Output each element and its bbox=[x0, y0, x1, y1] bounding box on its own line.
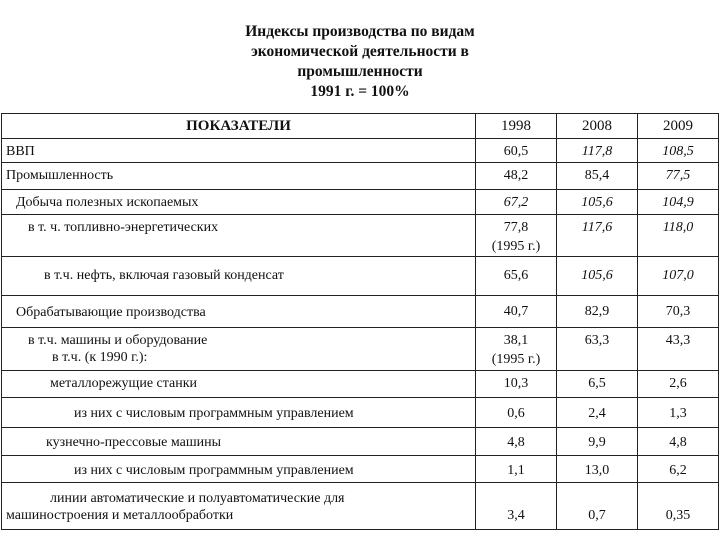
table-row bbox=[2, 371, 719, 398]
cell-value: 6,5 bbox=[557, 371, 638, 398]
row-label: кузнечно-прессовые машины bbox=[2, 428, 476, 456]
table-row bbox=[2, 428, 719, 456]
cell-value: 107,0 bbox=[638, 257, 719, 296]
cell-value: 43,3 bbox=[638, 328, 719, 371]
cell-value: 0,7 bbox=[557, 483, 638, 530]
cell-value: 2,6 bbox=[638, 371, 719, 398]
production-index-table bbox=[1, 113, 719, 530]
label-line: линии автоматические и полуавтоматические для bbox=[50, 491, 345, 506]
cell-value: 1,3 bbox=[638, 398, 719, 428]
header-year: 2009 bbox=[638, 114, 719, 139]
table-row bbox=[2, 139, 719, 163]
row-label: из них с числовым программным управлением bbox=[2, 398, 476, 428]
table-row bbox=[2, 328, 719, 371]
cell-value: 6,2 bbox=[638, 456, 719, 483]
table-row bbox=[2, 163, 719, 190]
row-label: Обрабатывающие производства bbox=[2, 296, 476, 328]
cell-value: 4,8 bbox=[476, 428, 557, 456]
row-label: Промышленность bbox=[2, 163, 476, 190]
cell-value: 0,6 bbox=[476, 398, 557, 428]
title-line: экономической деятельности в bbox=[251, 43, 469, 60]
value: 38,1 bbox=[503, 333, 529, 348]
cell-value: 13,0 bbox=[557, 456, 638, 483]
header-row bbox=[2, 114, 719, 139]
value-note: (1995 г.) bbox=[491, 352, 541, 367]
table-row bbox=[2, 483, 719, 530]
cell-value: 60,5 bbox=[476, 139, 557, 163]
value: 77,8 bbox=[503, 220, 529, 235]
header-year: 1998 bbox=[476, 114, 557, 139]
cell-value: 77,5 bbox=[638, 163, 719, 190]
cell-value: 108,5 bbox=[638, 139, 719, 163]
title-line: 1991 г. = 100% bbox=[310, 83, 410, 100]
label-line: машиностроения и металлообработки bbox=[6, 508, 234, 523]
table-row bbox=[2, 257, 719, 296]
cell-value: 65,6 bbox=[476, 257, 557, 296]
row-label: металлорежущие станки bbox=[2, 371, 476, 398]
cell-value: 48,2 bbox=[476, 163, 557, 190]
row-label: в т. ч. топливно-энергетических bbox=[2, 215, 476, 257]
title-line: Индексы производства по видам bbox=[245, 23, 475, 40]
cell-value: 105,6 bbox=[557, 190, 638, 215]
row-label: в т.ч. нефть, включая газовый конденсат bbox=[2, 257, 476, 296]
row-label bbox=[2, 328, 476, 371]
cell-value: 1,1 bbox=[476, 456, 557, 483]
cell-value: 67,2 bbox=[476, 190, 557, 215]
cell-value: 3,4 bbox=[476, 483, 557, 530]
cell-value: 63,3 bbox=[557, 328, 638, 371]
cell-value: 118,0 bbox=[638, 215, 719, 257]
table-row bbox=[2, 296, 719, 328]
cell-value: 9,9 bbox=[557, 428, 638, 456]
cell-value: 117,6 bbox=[557, 215, 638, 257]
cell-value: 2,4 bbox=[557, 398, 638, 428]
value-note: (1995 г.) bbox=[491, 239, 541, 254]
table-row bbox=[2, 456, 719, 483]
row-label: Добыча полезных ископаемых bbox=[2, 190, 476, 215]
label-line: в т.ч. (к 1990 г.): bbox=[52, 350, 148, 365]
row-label: ВВП bbox=[2, 139, 476, 163]
cell-value bbox=[476, 328, 557, 371]
cell-value bbox=[476, 215, 557, 257]
cell-value: 70,3 bbox=[638, 296, 719, 328]
header-year: 2008 bbox=[557, 114, 638, 139]
table-row bbox=[2, 398, 719, 428]
label-line: в т.ч. машины и оборудование bbox=[28, 333, 208, 348]
cell-value: 85,4 bbox=[557, 163, 638, 190]
cell-value: 10,3 bbox=[476, 371, 557, 398]
cell-value: 40,7 bbox=[476, 296, 557, 328]
cell-value: 117,8 bbox=[557, 139, 638, 163]
table-row bbox=[2, 190, 719, 215]
cell-value: 104,9 bbox=[638, 190, 719, 215]
title-line: промышленности bbox=[297, 63, 423, 80]
document-title bbox=[180, 22, 540, 102]
cell-value: 0,35 bbox=[638, 483, 719, 530]
cell-value: 82,9 bbox=[557, 296, 638, 328]
cell-value: 105,6 bbox=[557, 257, 638, 296]
cell-value: 4,8 bbox=[638, 428, 719, 456]
header-indicators: ПОКАЗАТЕЛИ bbox=[2, 114, 476, 139]
row-label bbox=[2, 483, 476, 530]
table-row bbox=[2, 215, 719, 257]
row-label: из них с числовым программным управлением bbox=[2, 456, 476, 483]
